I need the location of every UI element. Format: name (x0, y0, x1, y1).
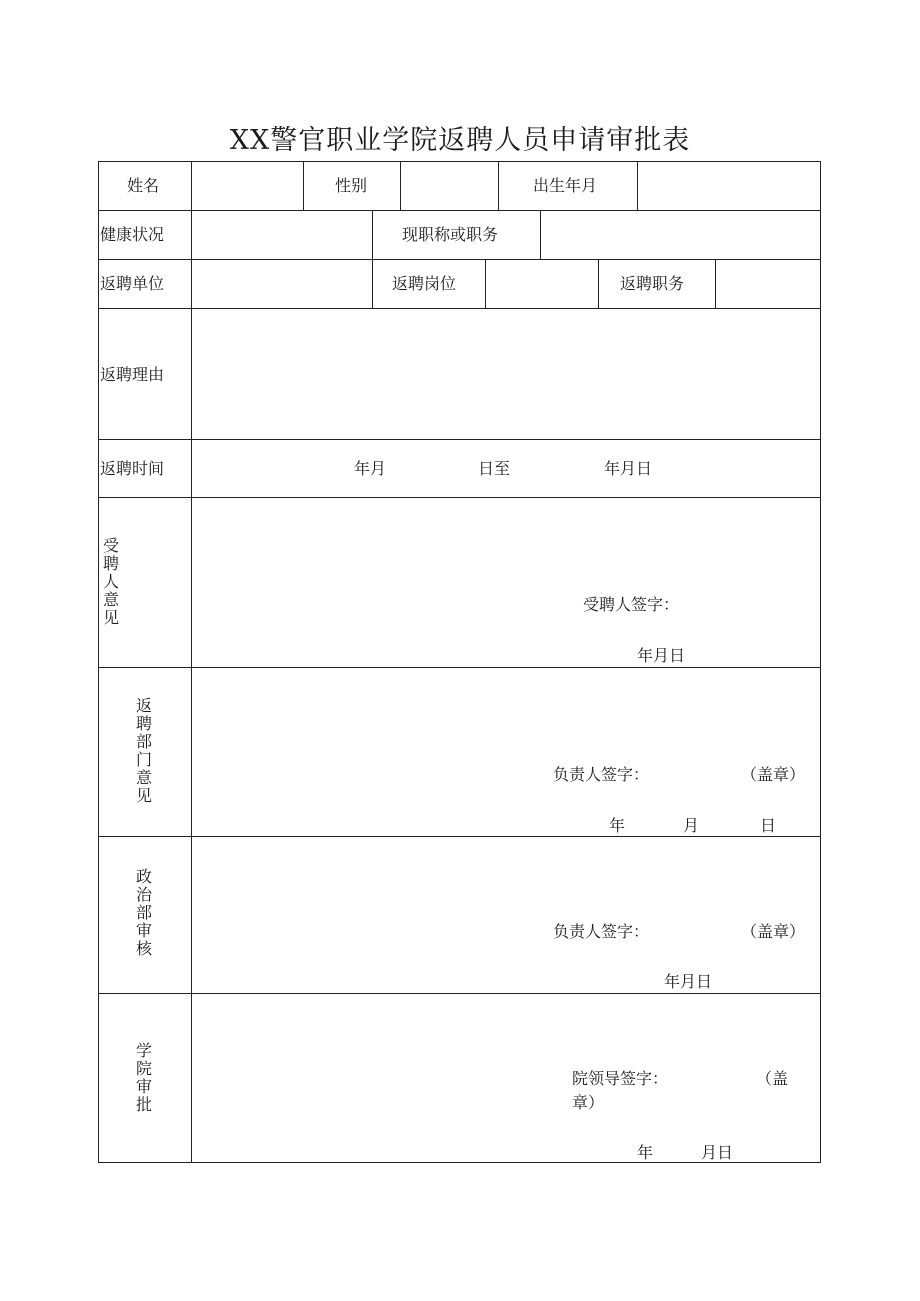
employee-signature-label: 受聘人签字： (583, 595, 680, 614)
birth-date-label: 出生年月 (533, 176, 598, 195)
column-divider (303, 161, 304, 210)
row-divider (98, 993, 821, 994)
college-seal-label-part1: （盖 (756, 1069, 789, 1088)
column-divider (715, 259, 716, 308)
column-divider (372, 210, 373, 259)
college-sign-year: 年 (637, 1143, 654, 1162)
rehire-period-label: 返聘时间 (100, 459, 165, 478)
row-divider (98, 210, 821, 211)
college-seal-label-part2: 章） (572, 1093, 605, 1112)
column-divider (598, 259, 599, 308)
dept-head-signature-label: 负责人签字： (553, 765, 650, 784)
college-sign-month-day: 月日 (701, 1143, 734, 1162)
dept-seal-label: （盖章） (741, 765, 806, 784)
column-divider (498, 161, 499, 210)
political-seal-label: （盖章） (741, 922, 806, 941)
column-divider (637, 161, 638, 210)
row-divider (98, 836, 821, 837)
table-border (98, 161, 821, 1163)
college-leader-signature-label: 院领导签字： (572, 1069, 669, 1088)
row-divider (98, 439, 821, 440)
form-title: XX警官职业学院返聘人员申请审批表 (229, 125, 691, 156)
department-opinion-label: 返聘部门意见 (136, 696, 153, 805)
row-divider (98, 308, 821, 309)
rehire-post-label: 返聘岗位 (392, 274, 457, 293)
employee-opinion-label: 受聘人意见 (103, 536, 120, 627)
rehire-reason-label: 返聘理由 (100, 365, 165, 384)
period-end-date: 年月日 (604, 459, 653, 478)
dept-sign-day: 日 (760, 816, 777, 835)
period-start-day-to: 日至 (478, 459, 511, 478)
employee-sign-date: 年月日 (637, 646, 686, 665)
political-head-signature-label: 负责人签字： (553, 922, 650, 941)
row-divider (98, 497, 821, 498)
column-divider (540, 210, 541, 259)
dept-sign-month: 月 (683, 816, 700, 835)
political-sign-date: 年月日 (664, 972, 713, 991)
title-duty-label: 现职称或职务 (402, 225, 499, 244)
name-label: 姓名 (127, 176, 160, 195)
gender-label: 性别 (335, 176, 368, 195)
period-start-year-month: 年月 (354, 459, 387, 478)
row-divider (98, 259, 821, 260)
dept-sign-year: 年 (609, 816, 626, 835)
health-label: 健康状况 (100, 225, 165, 244)
political-dept-review-label: 政治部审核 (136, 867, 153, 958)
column-divider (191, 161, 192, 1163)
rehire-unit-label: 返聘单位 (100, 274, 165, 293)
column-divider (485, 259, 486, 308)
column-divider (372, 259, 373, 308)
college-approval-label: 学院审批 (136, 1041, 153, 1114)
row-divider (98, 667, 821, 668)
column-divider (400, 161, 401, 210)
rehire-duty-label: 返聘职务 (620, 274, 685, 293)
